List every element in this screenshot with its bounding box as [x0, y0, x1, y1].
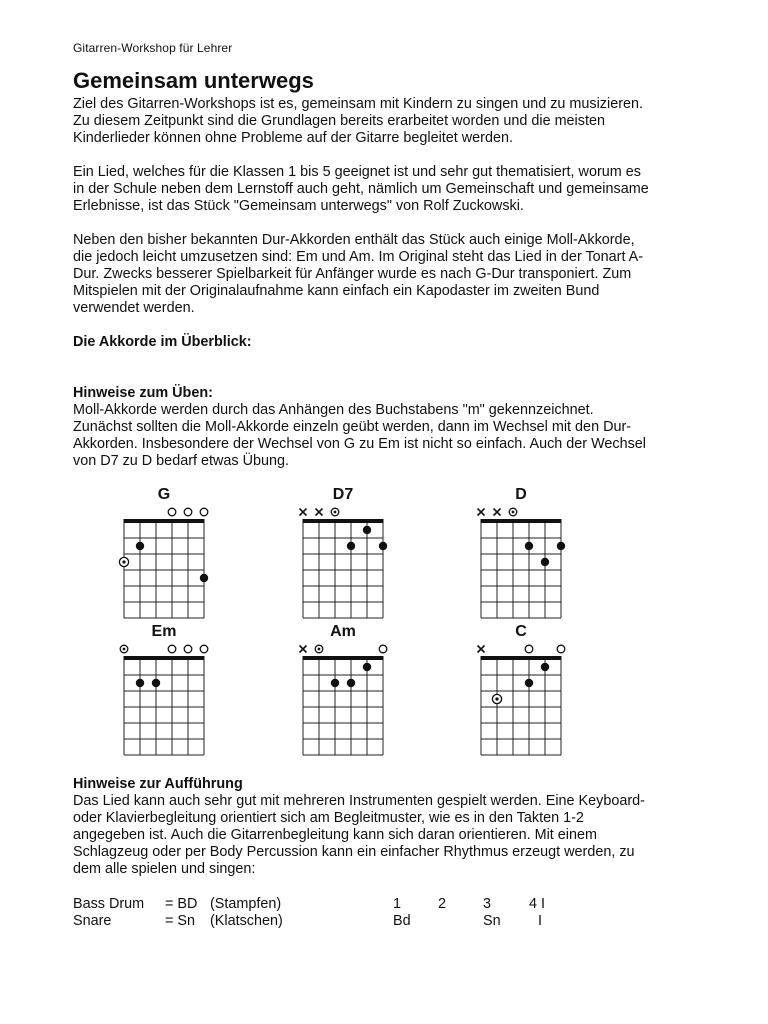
- root-finger-center: [122, 560, 125, 563]
- chord-name: C: [515, 623, 527, 640]
- nut-bar: [303, 656, 384, 660]
- chord-grid: [104, 623, 224, 763]
- finger-dot: [347, 679, 355, 687]
- chord-grid: [461, 486, 581, 626]
- rhythm-action: (Klatschen): [210, 913, 283, 929]
- root-marker-dot: [512, 511, 515, 514]
- finger-dot: [541, 663, 549, 671]
- open-string-marker: [379, 645, 387, 653]
- finger-dot: [136, 679, 144, 687]
- chords-line: Dur. Zwecks besserer Spielbarkeit für Anfänger wurde es nach G-Dur transponiert. Zum: [73, 266, 632, 282]
- rhythm-row: [73, 896, 633, 913]
- rhythm-action: (Stampfen): [210, 896, 282, 912]
- performance-line: angegeben ist. Auch die Gitarrenbegleitung kann sich daran orientieren. Mit einem: [73, 827, 597, 843]
- rhythm-beat: Bd: [393, 913, 411, 929]
- rhythm-instrument: Bass Drum: [73, 896, 145, 912]
- chords-line: die jedoch leicht umzusetzen sind: Em und Am. Im Original steht das Lied in der Tonart A-: [73, 249, 644, 265]
- finger-dot: [200, 574, 208, 582]
- practice-line: von D7 zu D bedarf etwas Übung.: [73, 453, 289, 469]
- open-string-marker: [184, 508, 192, 516]
- chord-name: Em: [151, 623, 177, 640]
- finger-dot: [347, 542, 355, 550]
- open-string-marker: [168, 645, 176, 653]
- song-paragraph: [73, 164, 703, 215]
- muted-string-marker: [300, 509, 307, 516]
- intro-line: Zu diesem Zeitpunkt sind die Grundlagen bereits erarbeitet worden und die meisten: [73, 113, 605, 129]
- practice-section: [73, 385, 703, 470]
- finger-dot: [136, 542, 144, 550]
- finger-dot: [525, 679, 533, 687]
- muted-string-marker: [316, 509, 323, 516]
- open-string-marker: [525, 645, 533, 653]
- open-string-marker: [200, 508, 208, 516]
- practice-line: Zunächst sollten die Moll-Akkorde einzeln geübt werden, dann im Wechsel mit den Dur-: [73, 419, 632, 435]
- intro-paragraph: [73, 96, 703, 147]
- muted-string-marker: [494, 509, 501, 516]
- performance-line: Das Lied kann auch sehr gut mit mehreren Instrumenten gespielt werden. Eine Keyboard-: [73, 793, 645, 809]
- song-line: Ein Lied, welches für die Klassen 1 bis 5 geeignet ist und sehr gut thematisiert, worum es: [73, 164, 641, 180]
- root-finger-center: [495, 697, 498, 700]
- open-string-marker: [557, 645, 565, 653]
- finger-dot: [363, 663, 371, 671]
- chord-name: D: [515, 486, 527, 503]
- page-title: Gemeinsam unterwegs: [73, 68, 314, 93]
- rhythm-beat: 2: [438, 896, 447, 912]
- open-string-marker: [200, 645, 208, 653]
- finger-dot: [152, 679, 160, 687]
- rhythm-instrument: Snare: [73, 913, 112, 929]
- finger-dot: [363, 526, 371, 534]
- root-marker-dot: [123, 648, 126, 651]
- muted-string-marker: [478, 509, 485, 516]
- document-header: Gitarren-Workshop für Lehrer: [73, 41, 233, 55]
- finger-dot: [379, 542, 387, 550]
- performance-line: Schlagzeug oder per Body Percussion kann ein einfacher Rhythmus erzeugt werden, zu: [73, 844, 635, 860]
- rhythm-beat: I: [538, 913, 542, 929]
- nut-bar: [481, 656, 562, 660]
- chords-line: Mitspielen mit der Originalaufnahme kann einfach ein Kapodaster im zweiten Bund: [73, 283, 600, 299]
- root-marker-dot: [334, 511, 337, 514]
- chords-overview-heading: [73, 334, 703, 351]
- chord-name: G: [157, 486, 171, 503]
- intro-line: Ziel des Gitarren-Workshops ist es, gemeinsam mit Kindern zu singen und zu musizieren.: [73, 96, 644, 112]
- intro-line: Kinderlieder können ohne Probleme auf der Gitarre begleitet werden.: [73, 130, 513, 146]
- practice-heading: Hinweise zum Üben:: [73, 385, 213, 401]
- nut-bar: [481, 519, 562, 523]
- rhythm-beat: 3: [483, 896, 492, 912]
- open-string-marker: [184, 645, 192, 653]
- chords-paragraph: [73, 232, 703, 317]
- song-line: Erlebnisse, ist das Stück "Gemeinsam unterwegs" von Rolf Zuckowski.: [73, 198, 524, 214]
- rhythm-table: [73, 896, 633, 930]
- nut-bar: [124, 519, 205, 523]
- chord-name: D7: [332, 486, 354, 503]
- performance-line: oder Klavierbegleitung orientiert sich am Begleitmuster, wie es in den Takten 1-2: [73, 810, 584, 826]
- performance-line: dem alle spielen und singen:: [73, 861, 256, 877]
- muted-string-marker: [478, 646, 485, 653]
- chord-grid: [104, 486, 224, 626]
- rhythm-beat: Sn: [483, 913, 501, 929]
- finger-dot: [541, 558, 549, 566]
- open-string-marker: [168, 508, 176, 516]
- practice-line: Moll-Akkorde werden durch das Anhängen des Buchstabens "m" gekennzeichnet.: [73, 402, 594, 418]
- song-line: in der Schule neben dem Lernstoff auch geht, nämlich um Gemeinschaft und gemeinsame: [73, 181, 649, 197]
- chord-grid: [461, 623, 581, 763]
- rhythm-row: [73, 913, 633, 930]
- nut-bar: [303, 519, 384, 523]
- finger-dot: [557, 542, 565, 550]
- rhythm-beat: 1: [393, 896, 402, 912]
- root-marker-dot: [318, 648, 321, 651]
- finger-dot: [331, 679, 339, 687]
- rhythm-beat: 4 I: [529, 896, 545, 912]
- performance-section: [73, 776, 703, 878]
- chords-line: verwendet werden.: [73, 300, 195, 316]
- muted-string-marker: [300, 646, 307, 653]
- chords-line: Neben den bisher bekannten Dur-Akkorden enthält das Stück auch einige Moll-Akkorde,: [73, 232, 635, 248]
- chord-name: Am: [330, 623, 356, 640]
- performance-heading: Hinweise zur Aufführung: [73, 776, 243, 792]
- chord-grid: [283, 623, 403, 763]
- rhythm-abbreviation: = BD: [165, 896, 198, 912]
- practice-line: Akkorden. Insbesondere der Wechsel von G zu Em ist nicht so einfach. Auch der Wechsel: [73, 436, 646, 452]
- nut-bar: [124, 656, 205, 660]
- rhythm-abbreviation: = Sn: [165, 913, 196, 929]
- chord-grid: [283, 486, 403, 626]
- finger-dot: [525, 542, 533, 550]
- chords-overview-heading-text: Die Akkorde im Überblick:: [73, 334, 252, 350]
